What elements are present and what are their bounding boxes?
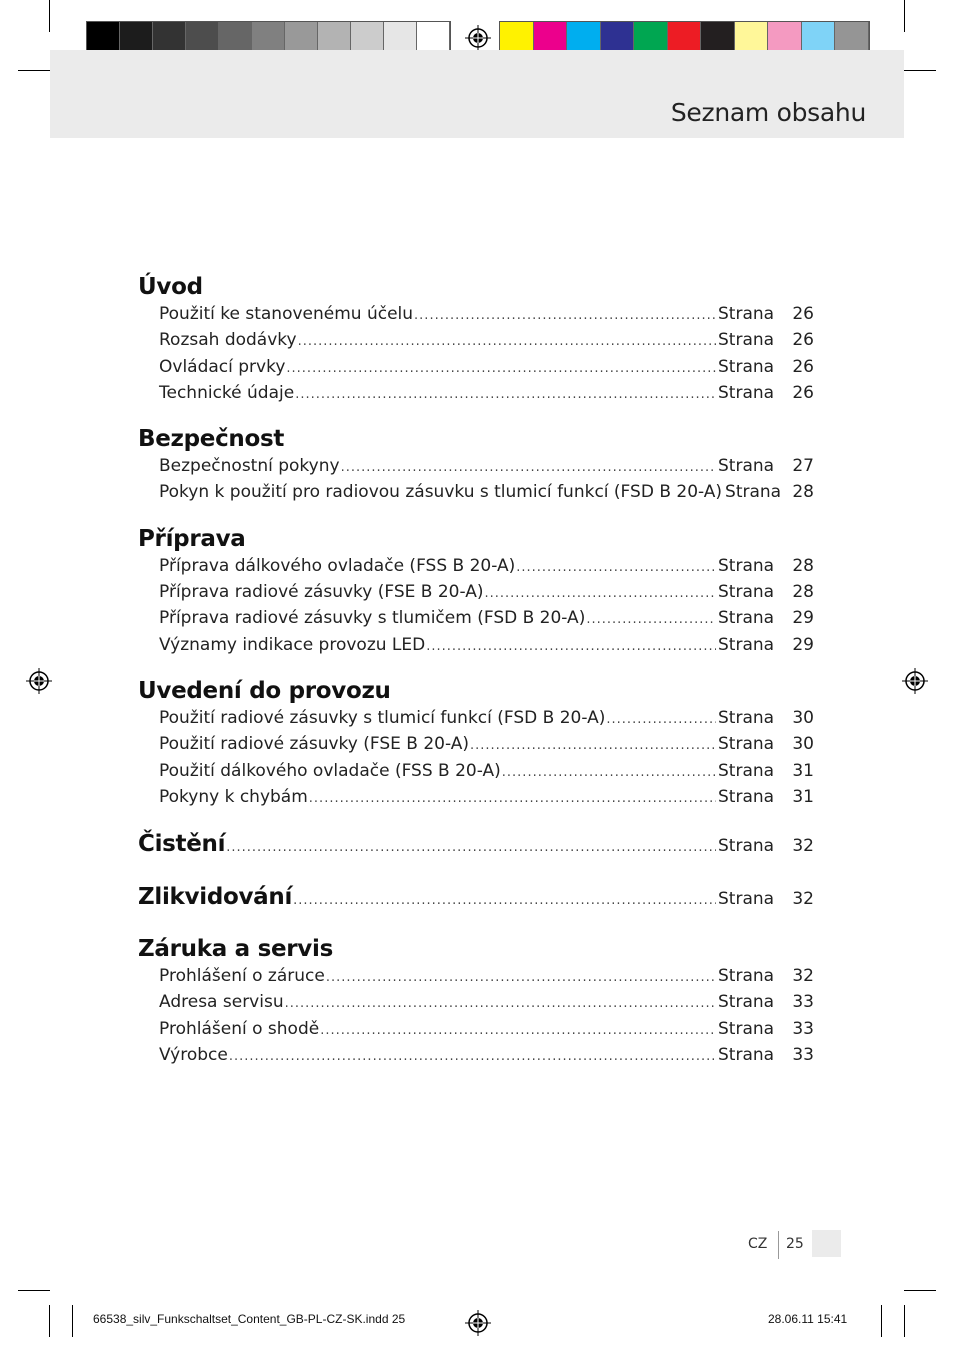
toc-strana-label: Strana: [718, 304, 775, 324]
toc-section-heading: Záruka a servis: [138, 936, 333, 963]
toc-section-heading: Zlikvidování: [138, 884, 293, 911]
toc-page-number: 26: [792, 330, 814, 351]
toc-section: [138, 672, 814, 810]
toc-entry: [138, 479, 814, 505]
toc-strana-label: Strana: [718, 582, 775, 603]
toc-solo-entry: [138, 824, 814, 877]
dot-leader: [414, 303, 716, 329]
toc-page-number: 28: [792, 582, 814, 603]
toc-section-heading: Uvedení do provozu: [138, 677, 391, 704]
dot-leader: [229, 1044, 716, 1070]
registration-mark-icon: [26, 668, 52, 694]
toc-section-heading: Bezpečnost: [138, 426, 285, 453]
footer-language: CZ: [748, 1236, 768, 1252]
dot-leader: [606, 707, 716, 733]
toc-entry: [138, 784, 814, 810]
toc-section: [138, 268, 814, 406]
toc-page-number: 29: [792, 608, 814, 629]
toc-entry: [138, 705, 814, 731]
toc-page-number: 32: [792, 836, 814, 857]
toc-strana-label: Strana: [718, 330, 775, 351]
toc-strana-label: Strana: [718, 836, 775, 857]
toc-section-heading: Čistění: [138, 831, 226, 858]
crop-mark: [904, 0, 905, 32]
toc-entry-label: Rozsah dodávky: [159, 330, 297, 351]
toc-page-number: 33: [792, 1018, 814, 1039]
toc-strana-label: Strana: [718, 456, 775, 477]
toc-section-heading: Příprava: [138, 525, 246, 552]
toc-page-number: 28: [792, 482, 814, 503]
toc-entry-label: Adresa servisu: [159, 992, 284, 1013]
toc-entry-label: Významy indikace provozu LED: [159, 634, 426, 655]
dot-leader: [586, 607, 716, 633]
table-of-contents: [138, 268, 814, 1082]
toc-strana-label: Strana: [718, 966, 775, 987]
toc-entry: [138, 989, 814, 1015]
toc-entry-label: Pokyn k použití pro radiovou zásuvku s tlumicí funkcí (FSD B 20-A): [159, 482, 723, 503]
dot-leader: [226, 828, 716, 868]
toc-entry: [138, 758, 814, 784]
toc-page-number: 30: [792, 734, 814, 755]
registration-mark-icon: [465, 25, 491, 51]
dot-leader: [502, 760, 716, 786]
toc-strana-label: Strana: [718, 889, 775, 910]
dot-leader: [298, 329, 716, 355]
dot-leader: [516, 555, 716, 581]
dot-leader: [485, 581, 717, 607]
toc-entry: [138, 579, 814, 605]
toc-entry-label: Použití radiové zásuvky s tlumicí funkcí (FSD B 20-A): [159, 707, 606, 728]
toc-page-number: 31: [792, 786, 814, 807]
slug-filename: 66538_silv_Funkschaltset_Content_GB-PL-CZ-SK.indd 25: [93, 1312, 406, 1326]
toc-entry: [138, 605, 814, 631]
toc-strana-label: Strana: [718, 992, 775, 1013]
toc-entry-label: Bezpečnostní pokyny: [159, 456, 340, 477]
footer-page-number: 25: [786, 1236, 804, 1252]
toc-entry-label: Příprava radiové zásuvky s tlumičem (FSD B 20-A): [159, 608, 586, 629]
toc-strana-label: Strana: [718, 382, 775, 403]
registration-mark-icon: [902, 668, 928, 694]
toc-entry: [138, 963, 814, 989]
dot-leader: [295, 382, 716, 408]
toc-section: [138, 420, 814, 506]
toc-entry-label: Prohlášení o shodě: [159, 1018, 320, 1039]
toc-entry: [138, 380, 814, 406]
toc-entry-label: Technické údaje: [159, 382, 295, 403]
crop-mark: [904, 1305, 905, 1337]
toc-entry-label: Použití dálkového ovladače (FSS B 20-A): [159, 760, 501, 781]
dot-leader: [326, 965, 716, 991]
toc-page-number: 32: [792, 889, 814, 910]
toc-page-number: 26: [792, 304, 814, 324]
crop-mark: [904, 1290, 936, 1291]
toc-entry: [138, 632, 814, 658]
toc-entry: [138, 301, 814, 327]
toc-section: [138, 930, 814, 1068]
crop-mark: [49, 1305, 50, 1337]
toc-entry-label: Příprava dálkového ovladače (FSS B 20-A): [159, 555, 516, 576]
toc-page-number: 28: [792, 555, 814, 576]
toc-page-number: 32: [792, 966, 814, 987]
toc-entry-label: Prohlášení o záruce: [159, 966, 325, 987]
dot-leader: [286, 356, 716, 382]
toc-entry: [138, 1042, 814, 1068]
page-title: Seznam obsahu: [670, 98, 866, 127]
toc-entry: [138, 453, 814, 479]
toc-page-number: 31: [792, 760, 814, 781]
crop-mark: [904, 70, 936, 71]
toc-strana-label: Strana: [718, 786, 775, 807]
toc-entry: [138, 731, 814, 757]
toc-strana-label: Strana: [718, 634, 775, 655]
toc-strana-label: Strana: [718, 608, 775, 629]
dot-leader: [293, 881, 716, 921]
toc-entry: [138, 354, 814, 380]
dot-leader: [470, 733, 716, 759]
crop-mark: [18, 70, 50, 71]
toc-strana-label: Strana: [725, 482, 782, 503]
toc-section-heading: Úvod: [138, 274, 203, 300]
toc-strana-label: Strana: [718, 555, 775, 576]
toc-entry: [138, 553, 814, 579]
toc-page-number: 29: [792, 634, 814, 655]
toc-section: [138, 520, 814, 658]
toc-entry-label: Použití radiové zásuvky (FSE B 20-A): [159, 734, 470, 755]
toc-strana-label: Strana: [718, 356, 775, 377]
toc-page-number: 33: [792, 992, 814, 1013]
toc-entry: [138, 327, 814, 353]
slug-date: 28.06.11 15:41: [768, 1312, 848, 1326]
toc-page-number: 26: [792, 356, 814, 377]
crop-mark: [18, 1290, 50, 1291]
crop-mark: [72, 1305, 73, 1337]
toc-page-number: 26: [792, 382, 814, 403]
dot-leader: [426, 634, 716, 660]
toc-page-number: 27: [792, 456, 814, 477]
toc-entry-label: Ovládací prvky: [159, 356, 286, 377]
toc-solo-entry: [138, 877, 814, 930]
dot-leader: [309, 786, 716, 812]
toc-entry-label: Příprava radiové zásuvky (FSE B 20-A): [159, 582, 484, 603]
crop-mark: [49, 0, 50, 32]
toc-entry-label: Výrobce: [159, 1045, 228, 1066]
registration-mark-icon: [465, 1310, 491, 1336]
toc-entry-label: Použití ke stanovenému účelu: [159, 304, 414, 324]
crop-mark: [881, 1305, 882, 1337]
toc-strana-label: Strana: [718, 1018, 775, 1039]
dot-leader: [285, 991, 716, 1017]
toc-strana-label: Strana: [718, 760, 775, 781]
footer-divider: [778, 1231, 779, 1259]
footer-tab-box: [812, 1230, 841, 1257]
dot-leader: [320, 1018, 716, 1044]
toc-entry-label: Pokyny k chybám: [159, 786, 308, 807]
toc-entry: [138, 1016, 814, 1042]
toc-page-number: 33: [792, 1045, 814, 1066]
dot-leader: [341, 455, 716, 481]
toc-strana-label: Strana: [718, 707, 775, 728]
toc-strana-label: Strana: [718, 734, 775, 755]
toc-page-number: 30: [792, 707, 814, 728]
toc-strana-label: Strana: [718, 1045, 775, 1066]
